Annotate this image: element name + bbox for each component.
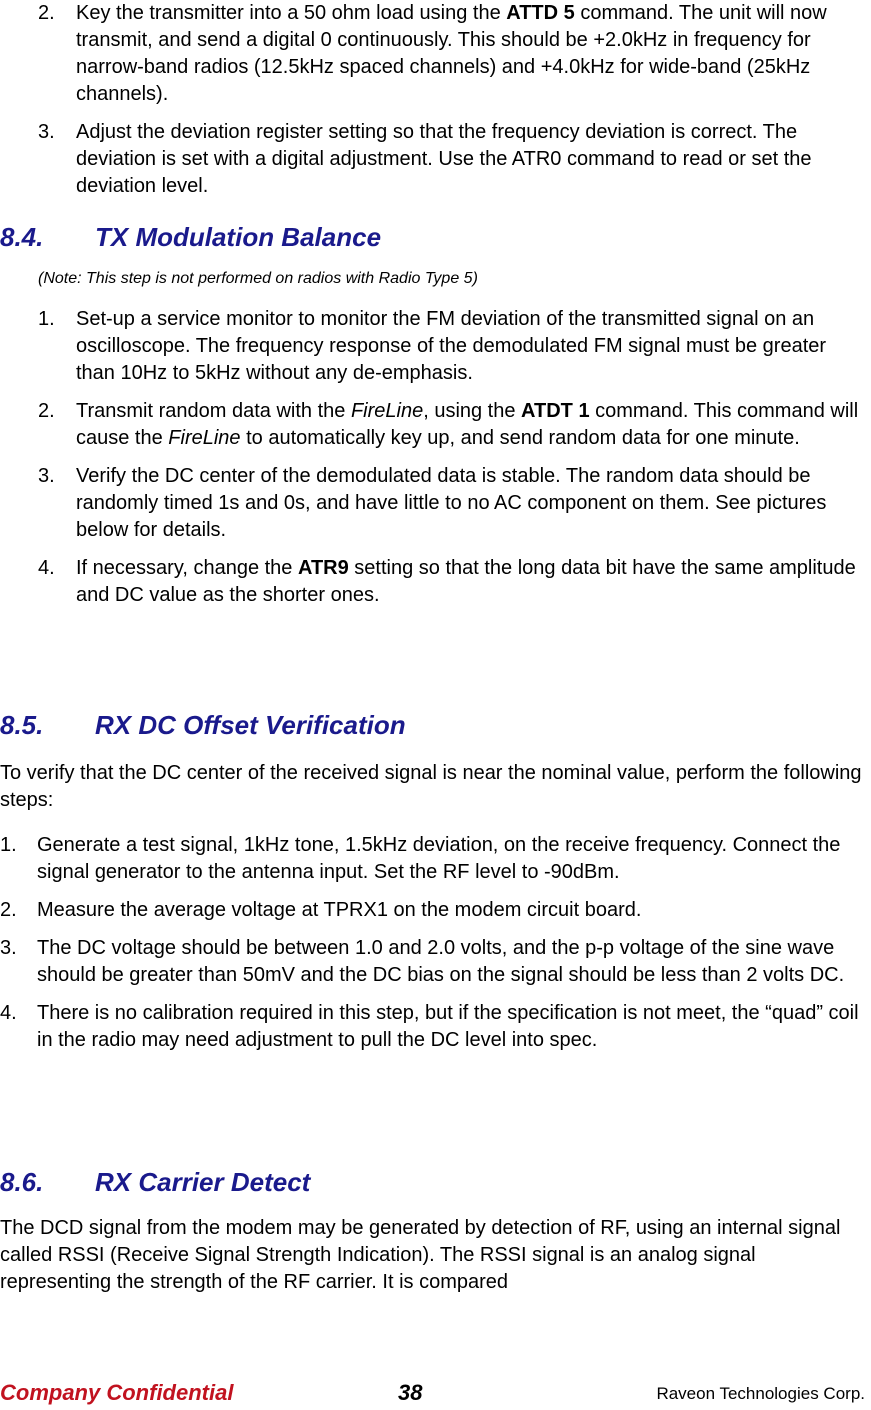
list-item	[0, 897, 870, 924]
command-code: ATDT 1	[521, 400, 590, 422]
text-run: There is no calibration required in this step, but if the specification is not meet, the “quad” coil in the radio may need adjustment to pull the DC level into spec.	[37, 1002, 859, 1051]
list-number: 3.	[38, 121, 55, 143]
footer-confidential: Company Confidential	[0, 1380, 234, 1405]
product-name: FireLine	[350, 400, 424, 422]
text-run: Key the transmitter into a 50 ohm load using the	[76, 2, 507, 24]
list-text	[76, 555, 868, 609]
section-note: (Note: This step is not performed on radios with Radio Type 5)	[38, 270, 478, 287]
list-text	[76, 306, 868, 387]
list-number: 3.	[38, 465, 55, 487]
rx-dc-offset-steps	[0, 832, 870, 1065]
text-run: Generate a test signal, 1kHz tone, 1.5kHz deviation, on the receive frequency. Connect the signal generator to the antenna input. Set the RF level to -90dBm.	[37, 834, 841, 883]
footer-company: Raveon Technologies Corp.	[656, 1384, 865, 1403]
text-run: If necessary, change the	[76, 557, 298, 579]
text-run: Verify the DC center of the demodulated data is stable. The random data should be randomly timed 1s and 0s, and have little to no AC component on them. See pictures below for details.	[76, 465, 827, 541]
section-number: 8.5.	[0, 710, 44, 740]
list-item	[38, 306, 868, 387]
section-heading-8-6	[0, 1167, 310, 1198]
list-item	[38, 555, 868, 609]
text-run: , using the	[423, 400, 522, 422]
text-run: Set-up a service monitor to monitor the FM deviation of the transmitted signal on an oscilloscope. The frequency response of the demodulated FM signal must be greater than 10Hz to 5kHz without any de-emphasis.	[76, 308, 827, 384]
list-number: 3.	[0, 937, 17, 959]
page-footer	[0, 1380, 871, 1410]
list-item	[0, 935, 870, 989]
section-title: RX Carrier Detect	[95, 1167, 311, 1197]
text-run: to automatically key up, and send random data for one minute.	[240, 427, 800, 449]
list-number: 4.	[0, 1002, 17, 1024]
list-item	[38, 0, 868, 108]
command-code: ATTD 5	[506, 2, 575, 24]
text-run: Transmit random data with the	[76, 400, 351, 422]
list-text	[37, 897, 870, 924]
list-number: 1.	[38, 308, 55, 330]
section-paragraph: The DCD signal from the modem may be generated by detection of RF, using an internal signal called RSSI (Receive Signal Strength Indication). The RSSI signal is an analog signal representing the strength of the RF carrier. It is compared	[0, 1217, 841, 1293]
list-text	[37, 935, 870, 989]
list-item	[38, 463, 868, 544]
list-text	[76, 0, 868, 108]
text-run: The DC voltage should be between 1.0 and 2.0 volts, and the p-p voltage of the sine wave should be greater than 50mV and the DC bias on the signal should be less than 2 volts DC.	[37, 937, 845, 986]
list-item	[38, 119, 868, 200]
section-title: RX DC Offset Verification	[95, 710, 406, 740]
list-number: 2.	[38, 2, 55, 24]
footer-page-number: 38	[398, 1380, 423, 1405]
section-heading-8-4	[0, 222, 381, 253]
command-code: ATR9	[297, 557, 349, 579]
list-text	[76, 463, 868, 544]
product-name: FireLine	[168, 427, 241, 449]
list-item	[38, 398, 868, 452]
list-item	[0, 832, 870, 886]
list-text	[37, 1000, 870, 1054]
list-number: 1.	[0, 834, 17, 856]
text-run: Measure the average voltage at TPRX1 on the modem circuit board.	[37, 899, 642, 921]
list-text	[76, 398, 868, 452]
section-intro: To verify that the DC center of the received signal is near the nominal value, perform the following steps:	[0, 762, 862, 811]
list-item	[0, 1000, 870, 1054]
tx-balance-steps	[38, 306, 868, 620]
list-number: 2.	[0, 899, 17, 921]
text-run: Adjust the deviation register setting so that the frequency deviation is correct. The deviation is set with a digital adjustment. Use the ATR0 command to read or set the deviation level.	[76, 121, 812, 197]
section-number: 8.6.	[0, 1167, 44, 1197]
list-text	[76, 119, 868, 200]
list-number: 4.	[38, 557, 55, 579]
text-run: command. This command will cause the	[76, 400, 859, 449]
text-run: command. The unit will now transmit, and send a digital 0 continuously. This should be +2.0kHz in frequency for narrow-band radios (12.5kHz spaced channels) and +4.0kHz for wide-band (25kHz channels).	[76, 2, 827, 105]
list-text	[37, 832, 870, 886]
section-number: 8.4.	[0, 222, 44, 252]
text-run: setting so that the long data bit have the same amplitude and DC value as the shorter ones.	[76, 557, 856, 606]
section-heading-8-5	[0, 710, 406, 741]
section-title: TX Modulation Balance	[95, 222, 382, 252]
steps-list-continued	[38, 0, 868, 211]
list-number: 2.	[38, 400, 55, 422]
